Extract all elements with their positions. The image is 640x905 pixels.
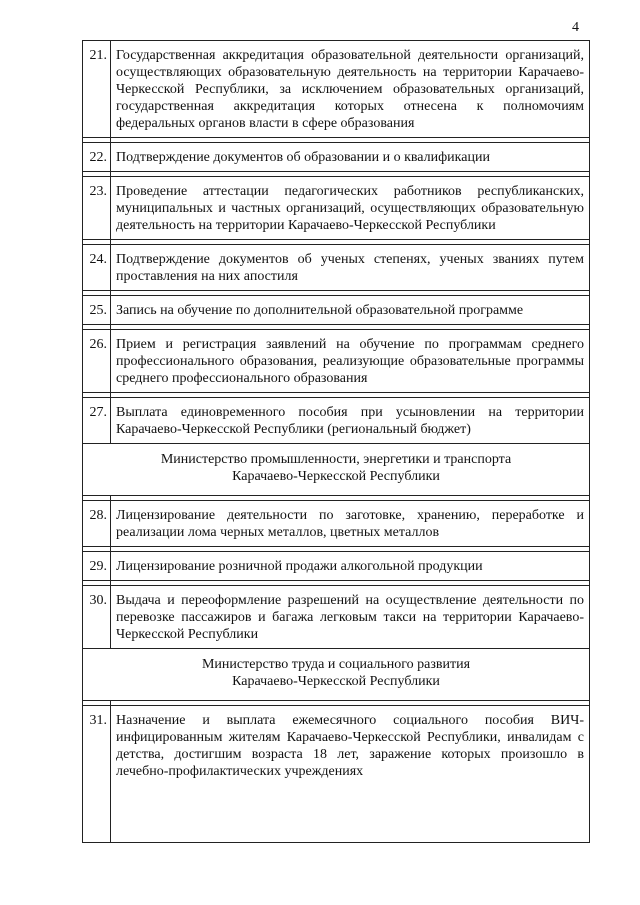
section-header (83, 444, 590, 496)
row-text: Выплата единовременного пособия при усыновлении на территории Карачаево-Черкесской Республики (региональный бюджет) (111, 398, 590, 444)
row-text: Лицензирование деятельности по заготовке, хранению, переработке и реализации лома черных металлов, цветных металлов (111, 501, 590, 547)
section-title-line2: Карачаево-Черкесской Республики (232, 674, 440, 689)
row-number: 22. (83, 143, 111, 172)
row-text: Проведение аттестации педагогических работников республиканских, муниципальных и частных организаций, осуществляющих образовательную деятельность на территории Карачаево-Черкесской Республики (111, 177, 590, 240)
table-row (83, 501, 590, 547)
section-header (83, 649, 590, 701)
section-header-row (83, 649, 590, 701)
row-number: 23. (83, 177, 111, 240)
row-number: 30. (83, 586, 111, 649)
row-number: 26. (83, 330, 111, 393)
row-number: 25. (83, 296, 111, 325)
section-title-line1: Министерство промышленности, энергетики и транспорта (160, 452, 512, 467)
row-text: Прием и регистрация заявлений на обучение по программам среднего профессионального образования, реализующие образовательные программы среднего профессионального образования (111, 330, 590, 393)
row-number: 28. (83, 501, 111, 547)
table-row (83, 586, 590, 649)
row-text: Запись на обучение по дополнительной образовательной программе (111, 296, 590, 325)
table-row (83, 245, 590, 291)
table-row (83, 143, 590, 172)
row-number: 29. (83, 552, 111, 581)
row-number: 24. (83, 245, 111, 291)
table-row (83, 398, 590, 444)
section-title-line2: Карачаево-Черкесской Республики (232, 469, 440, 484)
table-row (83, 330, 590, 393)
table-row (83, 706, 590, 843)
row-text: Выдача и переоформление разрешений на осуществление деятельности по перевозке пассажиров и багажа легковым такси на территории Карачаево-Черкесской Республики (111, 586, 590, 649)
table-row (83, 296, 590, 325)
table-row (83, 177, 590, 240)
row-number: 31. (83, 706, 111, 843)
page-number: 4 (572, 20, 579, 35)
row-text: Государственная аккредитация образовательной деятельности организаций, осуществляющих образовательную деятельность на территории Карачаево-Черкесской Республики, за исключением образовательных организаций, государственная аккредитация которых отнесена к полномочиям федеральных органов власти в сфере образования (111, 41, 590, 138)
table-row (83, 552, 590, 581)
table-row (83, 41, 590, 138)
services-table (82, 40, 590, 843)
row-text: Лицензирование розничной продажи алкогольной продукции (111, 552, 590, 581)
section-header-row (83, 444, 590, 496)
row-text: Подтверждение документов об образовании и о квалификации (111, 143, 590, 172)
row-text: Назначение и выплата ежемесячного социального пособия ВИЧ-инфицированным жителям Карачаево-Черкесской Республики, инвалидам с детства, достигшим возраста 18 лет, заражение которых произошло в лечебно-профилактических учреждениях (111, 706, 590, 843)
section-title-line1: Министерство труда и социального развития (201, 657, 471, 672)
row-number: 21. (83, 41, 111, 138)
row-text: Подтверждение документов об ученых степенях, ученых званиях путем проставления на них апостиля (111, 245, 590, 291)
row-number: 27. (83, 398, 111, 444)
